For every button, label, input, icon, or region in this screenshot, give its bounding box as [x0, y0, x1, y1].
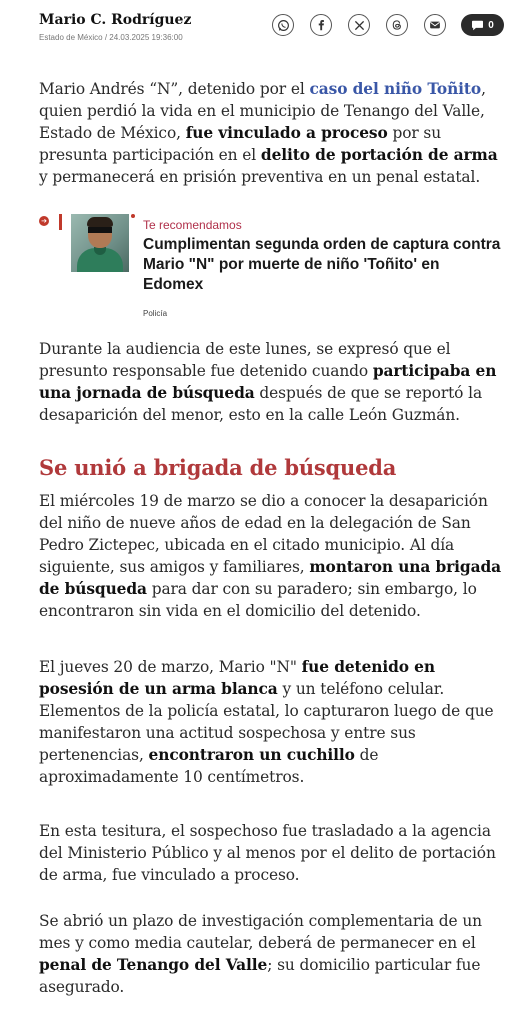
article-meta: Estado de México / 24.03.2025 19:36:00 — [39, 33, 183, 42]
x-icon[interactable] — [348, 14, 370, 36]
recommended-article[interactable] — [39, 212, 509, 322]
recommended-thumbnail[interactable] — [71, 214, 129, 272]
email-icon[interactable] — [424, 14, 446, 36]
comments-button[interactable] — [461, 14, 504, 36]
paragraph-1: Mario Andrés “N”, detenido por el caso del niño Toñito, quien perdió la vida en el municipio de Tenango del Valle, Estado de México, fue vinculado a proceso por su presunta participación en el delito de portación de arma y permanecerá en prisión preventiva en un penal estatal. — [39, 80, 498, 186]
paragraph-2: Durante la audiencia de este lunes, se expresó que el presunto responsable fue detenido cuando participaba en una jornada de búsqueda después de que se reportó la desaparición del menor, esto en la calle León Guzmán. — [39, 340, 497, 424]
threads-icon[interactable] — [386, 14, 408, 36]
section-heading: Se unió a brigada de búsqueda — [39, 455, 397, 480]
author-name[interactable]: Mario C. Rodríguez — [39, 12, 192, 28]
comment-icon — [471, 20, 484, 31]
whatsapp-icon[interactable] — [272, 14, 294, 36]
recommended-title[interactable]: Cumplimentan segunda orden de captura contra Mario "N" por muerte de niño 'Toñito' en Edomex — [143, 236, 501, 293]
paragraph-5: En esta tesitura, el sospechoso fue trasladado a la agencia del Ministerio Público y al menos por el delito de portación de arma, fue vinculado a proceso. — [39, 822, 496, 884]
paragraph-6: Se abrió un plazo de investigación complementaria de un mes y como media cautelar, deberá de permanecer en el penal de Tenango del Valle; su domicilio particular fue asegurado. — [39, 912, 482, 996]
recommend-kicker: Te recomendamos — [143, 218, 242, 232]
paragraph-3: El miércoles 19 de marzo se dio a conocer la desaparición del niño de nueve años de edad en la delegación de San Pedro Zictepec, ubicada en el citado municipio. Al día siguiente, sus amigos y familiares, montaron una brigada de búsqueda para dar con su paradero; sin embargo, lo encontraron sin vida en el domicilio del detenido. — [39, 492, 501, 620]
paragraph-4: El jueves 20 de marzo, Mario "N" fue detenido en posesión de un arma blanca y un teléfono celular. Elementos de la policía estatal, lo capturaron luego de que manifestaron una actitud sospechosa y entre sus pertenencias, encontraron un cuchillo de aproximadamente 10 centímetros. — [39, 658, 494, 786]
recommended-section[interactable]: Policía — [143, 309, 168, 318]
arrow-right-icon: ➔ — [39, 216, 49, 226]
link-caso-nino-tonito[interactable]: caso del niño Toñito — [309, 80, 482, 98]
facebook-icon[interactable] — [310, 14, 332, 36]
comment-count: 0 — [488, 19, 494, 31]
article-header — [0, 0, 515, 55]
accent-dot — [131, 214, 135, 218]
accent-bar — [59, 214, 62, 230]
